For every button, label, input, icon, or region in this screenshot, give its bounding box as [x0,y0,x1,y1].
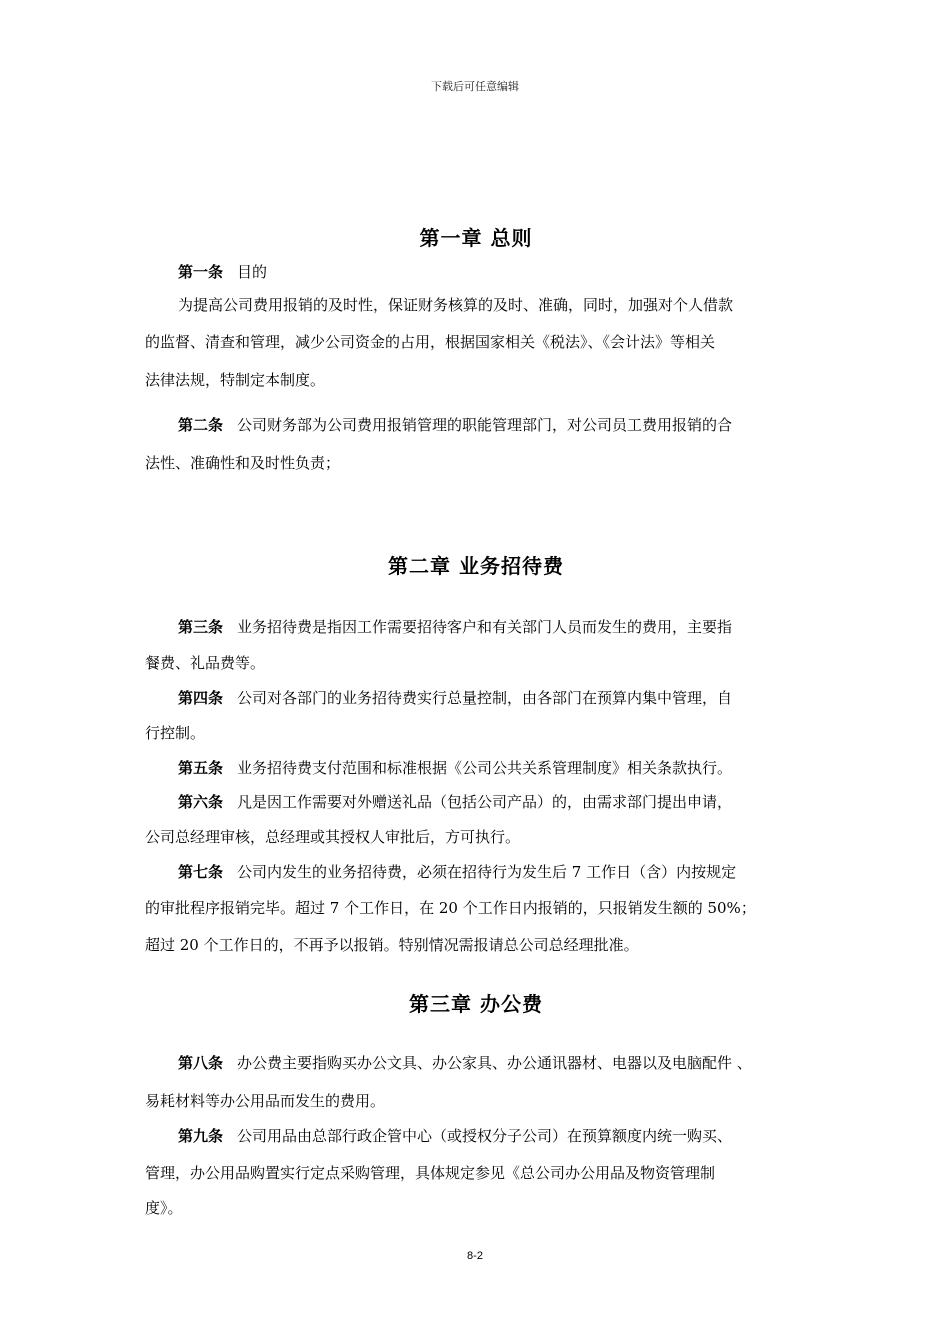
article-5-label: 第五条 [178,759,224,777]
article-3-label: 第三条 [178,618,224,636]
article-6-text: 凡是因工作需要对外赠送礼品（包括公司产品）的，由需求部门提出申请， [237,793,733,811]
article-4-line: 行控制。 [145,724,206,742]
chapter-1-title: 第一章 总则 [419,226,533,250]
article-6-line: 公司总经理审核，总经理或其授权人审批后，方可执行。 [145,828,521,846]
article-4-text: 公司对各部门的业务招待费实行总量控制，由各部门在预算内集中管理，自 [237,689,733,707]
article-2 [145,415,840,435]
article-1-body-line: 为提高公司费用报销的及时性，保证财务核算的及时、准确，同时，加强对个人借款 [178,296,734,314]
article-1-label: 第一条 [178,263,224,281]
article-3 [145,617,840,637]
article-3-text: 业务招待费是指因工作需要招待客户和有关部门人员而发生的费用，主要指 [237,618,733,636]
article-7-text: 公司内发生的业务招待费，必须在招待行为发生后 7 工作日（含）内按规定 [237,863,737,881]
article-7-line: 的审批程序报销完毕。超过 7 个工作日，在 20 个工作日内报销的，只报销发生额的 50%； [145,899,756,917]
article-1 [145,262,840,282]
article-6-label: 第六条 [178,793,224,811]
page-header: 下载后可任意编辑 [431,80,519,93]
article-7-line: 超过 20 个工作日的，不再予以报销。特别情况需报请总公司总经理批准。 [145,936,639,954]
article-2-line: 法性、准确性和及时性负责； [145,454,341,472]
article-1-body-line: 法律法规，特制定本制度。 [145,371,326,389]
page-number: 8-2 [467,1250,483,1262]
article-4-label: 第四条 [178,689,224,707]
article-7-label: 第七条 [178,863,224,881]
article-1-body-line: 的监督、清查和管理，减少公司资金的占用，根据国家相关《税法》、《会计法》等相关 [145,333,716,351]
article-8-label: 第八条 [178,1054,224,1072]
article-2-text: 公司财务部为公司费用报销管理的职能管理部门，对公司员工费用报销的合 [237,416,733,434]
article-9-text: 公司用品由总部行政企管中心（或授权分子公司）在预算额度内统一购买、 [237,1127,733,1145]
chapter-2-title: 第二章 业务招待费 [388,554,564,578]
article-5-text: 业务招待费支付范围和标准根据《公司公共关系管理制度》相关条款执行。 [237,759,733,777]
article-7 [145,862,840,882]
chapter-3-title: 第三章 办公费 [409,992,543,1016]
article-9 [145,1126,840,1146]
article-8-text: 办公费主要指购买办公文具、办公家具、办公通讯器材、电器以及电脑配件 、 [237,1054,752,1072]
article-9-label: 第九条 [178,1127,224,1145]
article-4 [145,688,840,708]
article-1-text: 目的 [237,263,268,281]
article-3-line: 餐费、礼品费等。 [145,654,266,672]
article-5 [145,758,840,778]
article-9-line: 管理，办公用品购置实行定点采购管理，具体规定参见《总公司办公用品及物资管理制 [145,1164,716,1182]
article-9-line: 度》。 [145,1199,183,1217]
article-2-label: 第二条 [178,416,224,434]
article-8 [145,1053,840,1073]
article-8-line: 易耗材料等办公用品而发生的费用。 [145,1092,386,1110]
article-6 [145,792,840,812]
